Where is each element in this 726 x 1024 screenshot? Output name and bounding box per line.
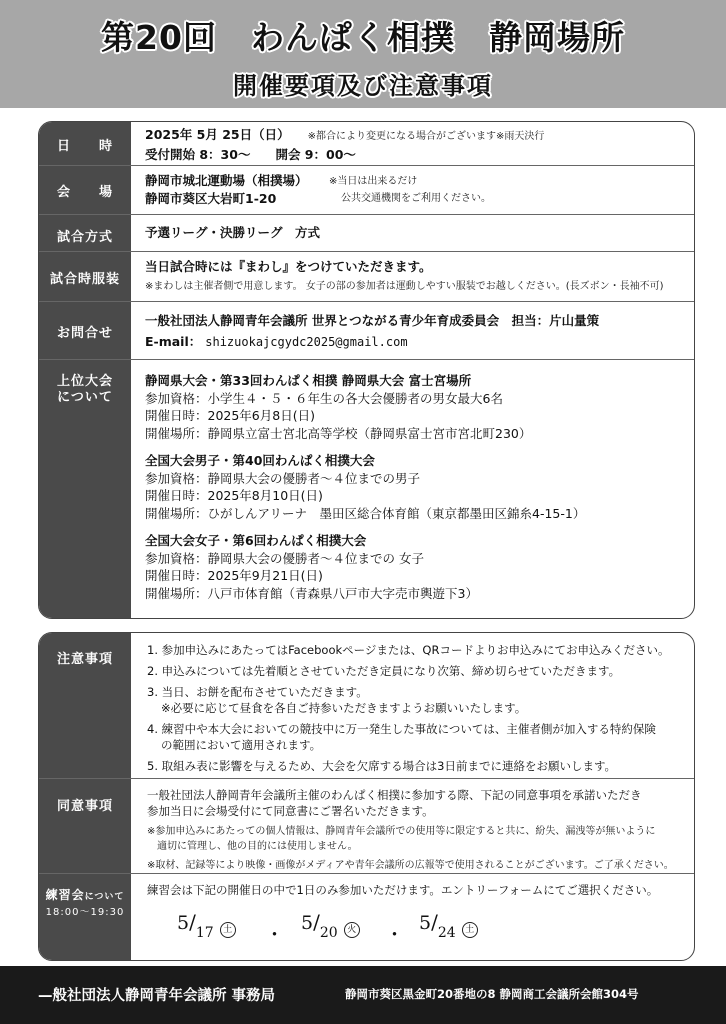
date-note: ※都合により変更になる場合がございます※雨天決行 [307,131,545,142]
row-datetime [39,122,694,165]
weekday-badge: 土 [462,922,478,938]
practice-time: 18:00～19:30 [45,907,125,918]
info-card [38,121,695,619]
event-eligibility: 参加資格：静岡県大会の優勝者～４位までの男子 [145,470,421,486]
event-place: 開催場所：静岡県立富士宮北高等学校（静岡県富士宮市宮北町230） [145,425,532,441]
attire-note: ※まわしは主催者側で用意します。 女子の部の参加者は運動しやすい服装でお越しください。(長ズボン・長袖不可) [145,281,664,292]
label-upper-1: 上位大会 [56,374,113,389]
event-title: 全国大会女子・第6回わんぱく相撲大会 [145,533,367,548]
consent-p2: 参加当日に会場受付にて同意書にご署名いただきます。 [147,804,434,818]
venue-note-1: ※当日は出来るだけ [329,176,418,187]
event-date: 開催日時：2025年8月10日(日) [145,488,323,503]
date-separator: ・ [385,924,405,946]
weekday-badge: 火 [344,922,360,938]
label-format: 試合方式 [56,230,113,245]
consent-p1: 一般社団法人静岡青年会議所主催のわんぱく相撲に参加する際、下記の同意事項を承諾いただき [147,788,642,802]
caution-item-3: 3. 当日、お餅を配布させていただきます。 [147,685,368,699]
practice-text: 練習会は下記の開催日の中で1日のみ参加いただけます。エントリーフォームにてご選択ください。 [147,883,659,897]
row-upper-tournaments [39,359,694,619]
event-date: 2025年 5月 25日（日） [145,127,290,142]
event-place: 開催場所：八戸市体育館（青森県八戸市大字売市輿遊下3） [145,585,478,601]
attire-text: 当日試合時には『まわし』をつけていただきます。 [145,259,432,274]
practice-date-1[interactable]: $5/_{17}$ 土 [177,910,236,934]
caution-item-3-note: ※必要に応じて昼食を各自ご持参いただきますようお願いいたします。 [161,701,527,715]
contact-email[interactable]: shizuokajcgydc2025@gmail.com [205,335,408,349]
caution-item-4-cont: の範囲において適用されます。 [161,738,322,752]
label-attire: 試合時服装 [49,272,120,287]
venue-name: 静岡市城北運動場（相撲場） [145,173,308,188]
page-title: 第20回 わんぱく相撲 静岡場所 [101,18,625,57]
upper-event-3 [145,532,684,602]
event-eligibility: 参加資格：小学生４・５・６年生の各大会優勝者の男女最大6名 [145,390,503,406]
email-label: E-mail： [145,334,202,349]
footer [0,966,726,1024]
date-month: 5 [419,912,432,934]
label-contact: お問合せ [56,326,113,341]
label-datetime: 日 時 [56,139,113,154]
date-month: 5 [177,912,190,934]
caution-item-4: 4. 練習中や本大会においての競技中に万一発生した事故については、主催者側が加入する特約保険 [147,722,656,736]
row-attire [39,251,694,302]
caution-item-5: 5. 取組み表に影響を与えるため、大会を欠席する場合は3日前までに連絡をお願いします。 [147,759,617,773]
venue-address: 静岡市葵区大岩町1-20 [145,191,277,206]
row-practice [39,873,694,961]
caution-item-1: 1. 参加申込みにあたってはFacebookページまたは、QRコードよりお申込みにてお申込みください。 [147,643,670,657]
consent-note-1: ※参加申込みにあたっての個人情報は、静岡青年会議所での使用等に限定すると共に、紛失、漏洩等が無いように [147,826,656,837]
row-consent [39,778,694,874]
header-banner [0,0,726,108]
label-practice: 練習会 [45,888,85,902]
format-text: 予選リーグ・決勝リーグ 方式 [145,225,321,240]
row-venue [39,165,694,215]
label-caution: 注意事項 [56,652,113,667]
event-date: 開催日時：2025年9月21日(日) [145,568,323,583]
event-eligibility: 参加資格：静岡県大会の優勝者～４位までの 女子 [145,550,424,566]
event-date: 開催日時：2025年6月8日(日) [145,408,315,423]
reception-time: 受付開始 8：30～ 開会 9：00～ [145,147,356,162]
label-consent: 同意事項 [56,799,113,814]
upper-event-1 [145,372,684,442]
caution-item-2: 2. 申込みについては先着順とさせていただき定員になり次第、締め切らせていただきます。 [147,664,621,678]
consent-note-2: ※取材、記録等により映像・画像がメディアや青年会議所の広報等で使用されることがございます。ご了承ください。 [147,860,674,871]
date-day: 20 [319,925,338,941]
practice-date-2[interactable]: $5/_{20}$ 火 [301,910,360,934]
page-subtitle: 開催要項及び注意事項 [233,72,493,100]
contact-org: 一般社団法人静岡青年会議所 世界とつながる青少年育成委員会 担当：片山量策 [145,313,600,328]
label-practice-about: について [84,892,125,902]
venue-note-2: 公共交通機関をご利用ください。 [341,193,491,204]
event-place: 開催場所：ひがしんアリーナ 墨田区総合体育館（東京都墨田区錦糸4-15-1） [145,505,586,521]
footer-org: —般社団法人静岡青年会議所 事務局 [38,988,276,1004]
row-caution [39,633,694,778]
event-title: 全国大会男子・第40回わんぱく相撲大会 [145,453,375,468]
upper-event-2 [145,452,684,522]
practice-date-3[interactable]: $5/_{24}$ 土 [419,910,478,934]
label-venue: 会 場 [56,185,113,200]
date-day: 24 [437,925,456,941]
notes-card [38,632,695,961]
consent-note-1b: 適切に管理し、他の目的には使用しません。 [157,841,358,852]
date-day: 17 [195,925,214,941]
label-upper-2: について [57,390,113,405]
date-month: 5 [301,912,314,934]
date-separator: ・ [265,924,285,946]
weekday-badge: 土 [220,922,236,938]
row-contact [39,301,694,360]
row-format [39,214,694,252]
event-title: 静岡県大会・第33回わんぱく相撲 静岡県大会 富士宮場所 [145,373,472,388]
footer-address: 静岡市葵区黒金町20番地の8 静岡商工会議所会館304号 [345,987,639,1001]
